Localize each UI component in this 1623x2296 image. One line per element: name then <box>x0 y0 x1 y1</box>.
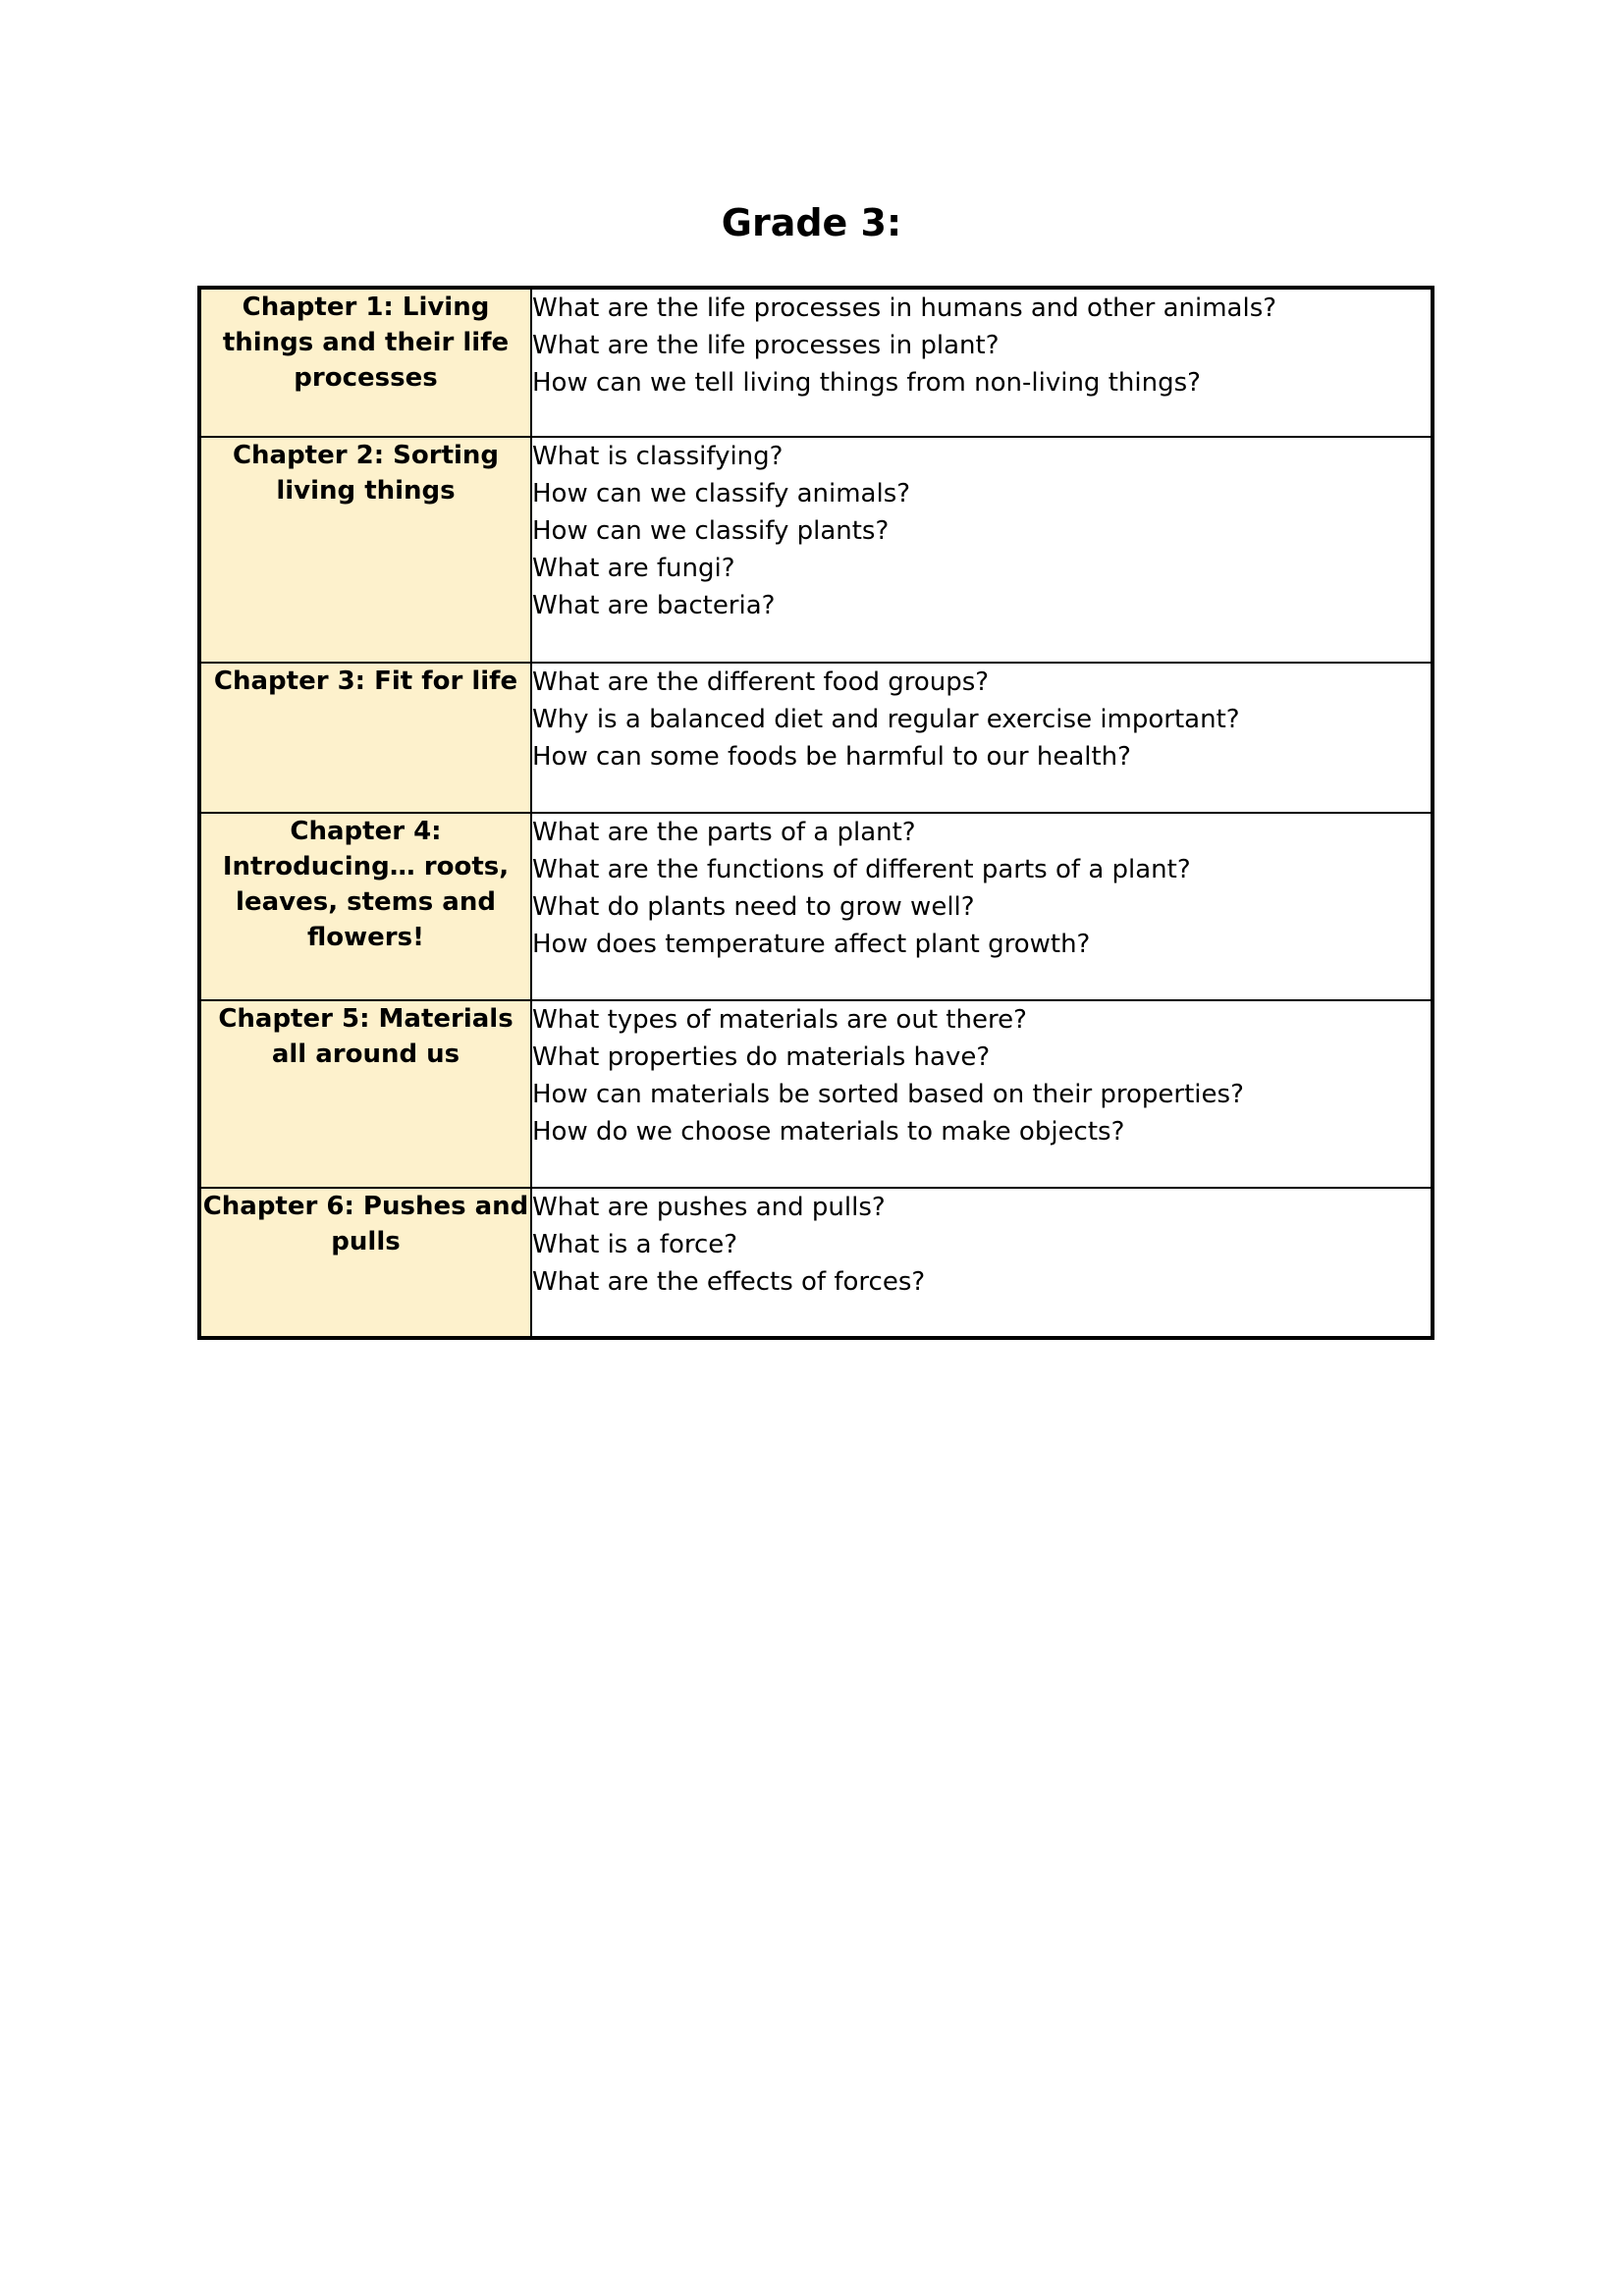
table-row <box>199 813 1433 1000</box>
questions-cell <box>531 813 1433 1000</box>
questions-cell <box>531 288 1433 437</box>
question: What types of materials are out there? <box>532 1005 1027 1035</box>
question: What are the life processes in plant? <box>532 331 1000 360</box>
question: What do plants need to grow well? <box>532 892 975 922</box>
table-row <box>199 1188 1433 1338</box>
chapter-title-cell <box>199 1000 531 1188</box>
chapter-title: Chapter 3: Fit for life <box>213 667 518 696</box>
questions-cell <box>531 1188 1433 1338</box>
chapter-title: Chapter 4: Introducing… roots, leaves, stems and flowers! <box>222 817 510 952</box>
questions-cell <box>531 663 1433 813</box>
chapter-title: Chapter 2: Sorting living things <box>232 441 500 506</box>
question: What properties do materials have? <box>532 1042 991 1072</box>
question: What is classifying? <box>532 442 784 471</box>
chapter-title: Chapter 1: Living things and their life processes <box>222 293 510 393</box>
question: How can we classify plants? <box>532 516 890 546</box>
question: How can some foods be harmful to our health? <box>532 742 1131 772</box>
question: How can we classify animals? <box>532 479 911 508</box>
question: What are pushes and pulls? <box>532 1193 886 1222</box>
page-title: Grade 3: <box>721 201 902 244</box>
table-row <box>199 437 1433 663</box>
table-row <box>199 288 1433 437</box>
chapter-title: Chapter 6: Pushes and pulls <box>202 1192 529 1256</box>
question: Why is a balanced diet and regular exercise important? <box>532 705 1240 734</box>
question: What are the life processes in humans and other animals? <box>532 294 1277 323</box>
question: What are bacteria? <box>532 591 776 620</box>
question: How does temperature affect plant growth? <box>532 930 1091 959</box>
table-row <box>199 1000 1433 1188</box>
chapter-title-cell <box>199 813 531 1000</box>
question: What is a force? <box>532 1230 738 1259</box>
chapter-title-cell <box>199 437 531 663</box>
questions-cell <box>531 437 1433 663</box>
chapter-title-cell <box>199 288 531 437</box>
chapter-title-cell <box>199 1188 531 1338</box>
question: What are the different food groups? <box>532 667 990 697</box>
question: How can materials be sorted based on their properties? <box>532 1080 1244 1109</box>
question: What are the effects of forces? <box>532 1267 926 1297</box>
question: What are the functions of different parts of a plant? <box>532 855 1191 884</box>
question: How can we tell living things from non-living things? <box>532 368 1201 398</box>
chapter-title-cell <box>199 663 531 813</box>
chapter-questions-table <box>197 286 1434 1340</box>
question: How do we choose materials to make objects? <box>532 1117 1125 1147</box>
table-row <box>199 663 1433 813</box>
question: What are the parts of a plant? <box>532 818 916 847</box>
question: What are fungi? <box>532 554 735 583</box>
chapter-title: Chapter 5: Materials all around us <box>218 1004 514 1069</box>
questions-cell <box>531 1000 1433 1188</box>
